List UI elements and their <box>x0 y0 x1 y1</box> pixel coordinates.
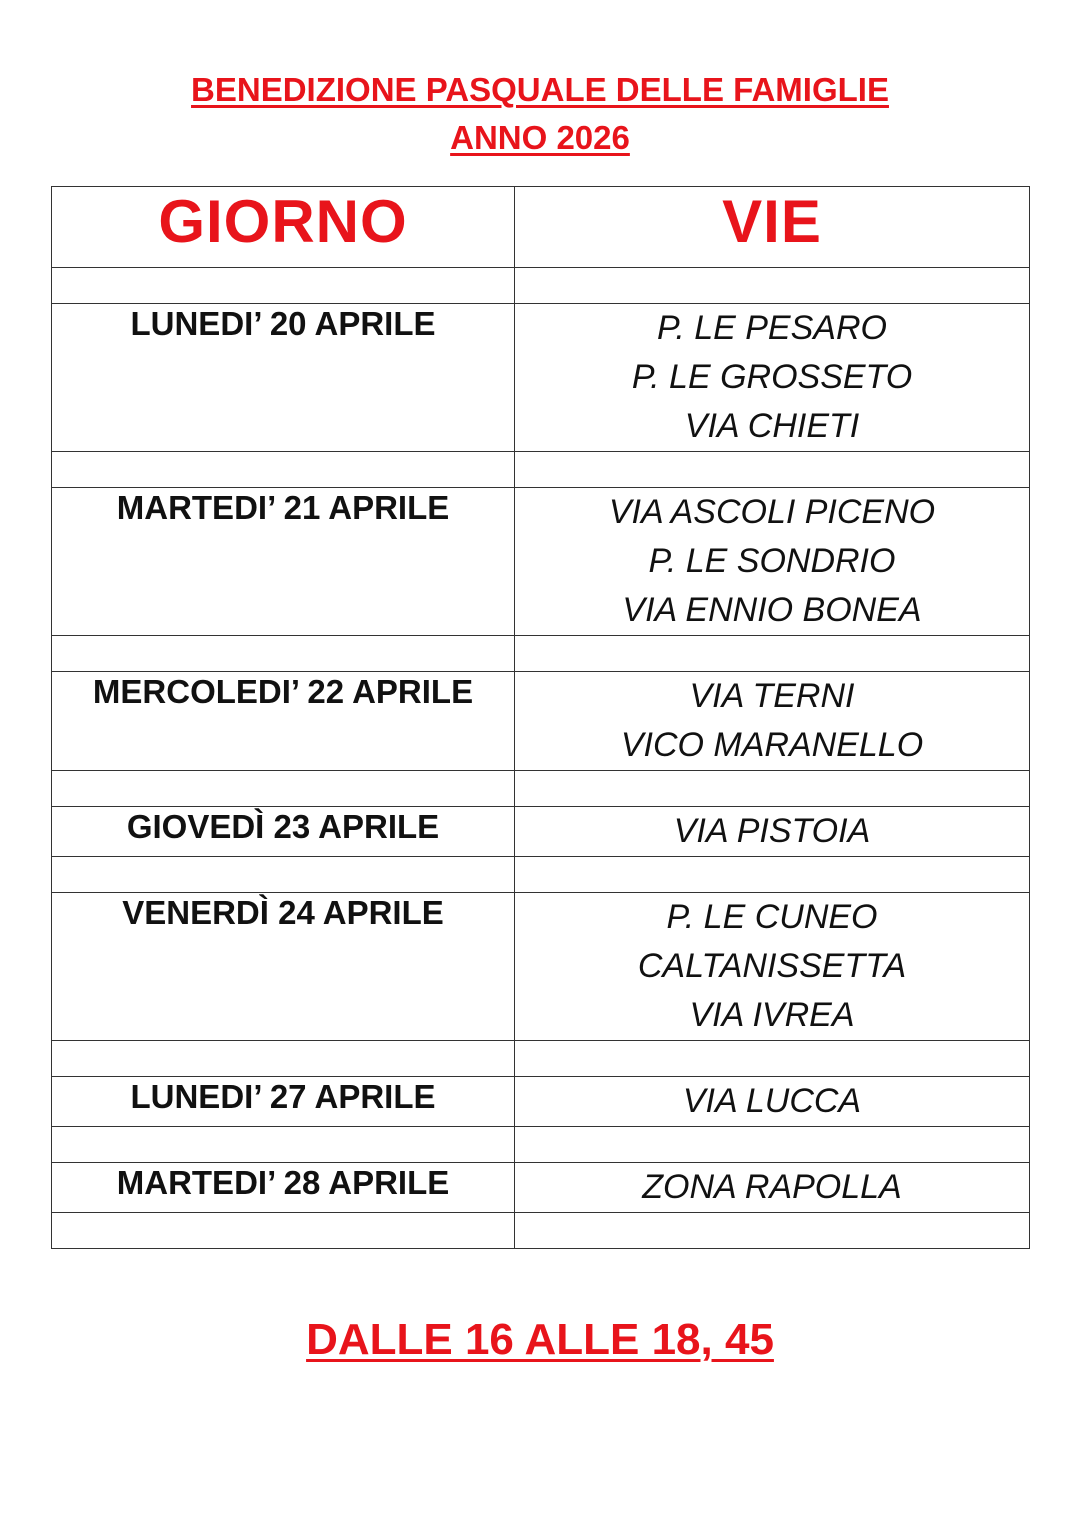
streets-cell <box>515 304 1030 452</box>
street-name: VIA IVREA <box>689 996 855 1034</box>
streets-cell <box>515 488 1030 636</box>
streets-cell <box>515 1077 1030 1127</box>
spacer-row <box>52 636 1030 672</box>
street-name: VIA LUCCA <box>682 1082 862 1120</box>
table-header-row <box>52 187 1030 268</box>
table-row <box>52 807 1030 857</box>
day-cell: LUNEDI’ 27 APRILE <box>52 1077 515 1127</box>
day-cell: VENERDÌ 24 APRILE <box>52 893 515 1041</box>
hours-notice: DALLE 16 ALLE 18, 45 <box>306 1315 774 1364</box>
street-name: VIA PISTOIA <box>673 812 871 850</box>
table-row <box>52 488 1030 636</box>
street-name: P. LE SONDRIO <box>648 542 896 580</box>
spacer-row <box>52 1041 1030 1077</box>
day-cell: MARTEDI’ 21 APRILE <box>52 488 515 636</box>
page-title: BENEDIZIONE PASQUALE DELLE FAMIGLIE <box>191 71 889 108</box>
table-row <box>52 1163 1030 1213</box>
day-cell: GIOVEDÌ 23 APRILE <box>52 807 515 857</box>
table-row <box>52 304 1030 452</box>
spacer-row <box>52 1127 1030 1163</box>
table-row <box>52 893 1030 1041</box>
streets-cell <box>515 672 1030 771</box>
street-name: VICO MARANELLO <box>620 726 924 764</box>
spacer-row <box>52 771 1030 807</box>
column-header-day: GIORNO <box>52 187 515 268</box>
street-name: P. LE GROSSETO <box>631 358 913 396</box>
spacer-row <box>52 268 1030 304</box>
table-row <box>52 672 1030 771</box>
table-row <box>52 1077 1030 1127</box>
street-name: P. LE CUNEO <box>666 898 878 936</box>
street-name: P. LE PESARO <box>657 309 887 347</box>
street-name: CALTANISSETTA <box>637 947 907 985</box>
street-name: VIA TERNI <box>689 677 855 715</box>
spacer-row <box>52 857 1030 893</box>
day-cell: LUNEDI’ 20 APRILE <box>52 304 515 452</box>
schedule-table <box>51 186 1030 1249</box>
streets-cell <box>515 893 1030 1041</box>
street-name: ZONA RAPOLLA <box>642 1168 902 1206</box>
streets-cell <box>515 807 1030 857</box>
street-name: VIA ASCOLI PICENO <box>608 493 936 531</box>
day-cell: MARTEDI’ 28 APRILE <box>52 1163 515 1213</box>
day-cell: MERCOLEDI’ 22 APRILE <box>52 672 515 771</box>
street-name: VIA CHIETI <box>684 407 860 445</box>
street-name: VIA ENNIO BONEA <box>622 591 922 629</box>
page-subtitle-year: ANNO 2026 <box>450 119 630 156</box>
spacer-row <box>52 452 1030 488</box>
streets-cell <box>515 1163 1030 1213</box>
column-header-streets: VIE <box>515 187 1030 268</box>
spacer-row <box>52 1213 1030 1249</box>
